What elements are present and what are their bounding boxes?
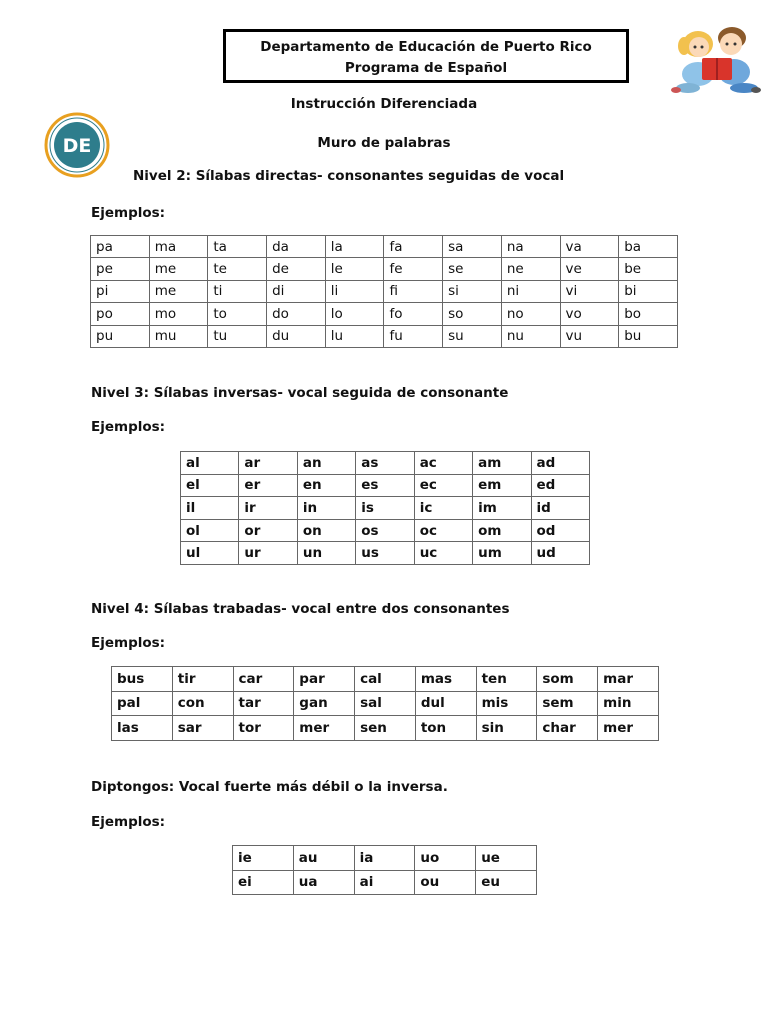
syllable-cell: ve <box>560 258 619 280</box>
syllable-cell: som <box>537 667 598 692</box>
syllable-cell: ne <box>501 258 560 280</box>
syllable-cell: sem <box>537 691 598 716</box>
diptongos-row <box>233 870 537 895</box>
syllable-cell: dul <box>415 691 476 716</box>
syllable-cell: an <box>297 452 355 475</box>
syllable-cell: id <box>531 497 589 520</box>
syllable-cell: le <box>325 258 384 280</box>
syllable-cell: se <box>443 258 502 280</box>
syllable-cell: va <box>560 236 619 258</box>
syllable-cell: ti <box>208 280 267 302</box>
syllable-cell: uo <box>415 846 476 871</box>
syllable-cell: tir <box>172 667 233 692</box>
syllable-cell: con <box>172 691 233 716</box>
syllable-cell: ur <box>239 542 297 565</box>
syllable-cell: da <box>267 236 326 258</box>
syllable-cell: li <box>325 280 384 302</box>
syllable-cell: od <box>531 519 589 542</box>
syllable-cell: pe <box>91 258 150 280</box>
syllable-cell: lo <box>325 303 384 325</box>
syllable-cell: ul <box>181 542 239 565</box>
nivel2-row <box>91 258 678 280</box>
nivel4-row <box>112 667 659 692</box>
nivel2-heading: Nivel 2: Sílabas directas- consonantes seguidas de vocal <box>133 168 565 184</box>
syllable-cell: au <box>293 846 354 871</box>
nivel2-row <box>91 303 678 325</box>
syllable-cell: ta <box>208 236 267 258</box>
nivel2-row <box>91 325 678 347</box>
syllable-cell: bu <box>619 325 678 347</box>
syllable-cell: il <box>181 497 239 520</box>
syllable-cell: to <box>208 303 267 325</box>
syllable-cell: pu <box>91 325 150 347</box>
syllable-cell: fe <box>384 258 443 280</box>
syllable-cell: du <box>267 325 326 347</box>
syllable-cell: el <box>181 474 239 497</box>
syllable-cell: ou <box>415 870 476 895</box>
syllable-cell: em <box>473 474 531 497</box>
syllable-cell: sen <box>355 716 416 741</box>
syllable-cell: di <box>267 280 326 302</box>
header-line-2: Programa de Español <box>344 60 508 76</box>
nivel2-examples-label: Ejemplos: <box>91 205 166 221</box>
syllable-cell: as <box>356 452 414 475</box>
syllable-cell: sa <box>443 236 502 258</box>
syllable-cell: al <box>181 452 239 475</box>
syllable-cell: be <box>619 258 678 280</box>
syllable-cell: fo <box>384 303 443 325</box>
syllable-cell: on <box>297 519 355 542</box>
syllable-cell: ua <box>293 870 354 895</box>
syllable-cell: de <box>267 258 326 280</box>
syllable-cell: vi <box>560 280 619 302</box>
syllable-cell: oc <box>414 519 472 542</box>
syllable-cell: is <box>356 497 414 520</box>
syllable-cell: vo <box>560 303 619 325</box>
syllable-cell: sal <box>355 691 416 716</box>
syllable-cell: me <box>149 280 208 302</box>
syllable-cell: ed <box>531 474 589 497</box>
syllable-cell: si <box>443 280 502 302</box>
syllable-cell: me <box>149 258 208 280</box>
syllable-cell: ar <box>239 452 297 475</box>
nivel3-row <box>181 474 590 497</box>
syllable-cell: ic <box>414 497 472 520</box>
nivel3-row <box>181 519 590 542</box>
syllable-cell: mis <box>476 691 537 716</box>
syllable-cell: la <box>325 236 384 258</box>
syllable-cell: en <box>297 474 355 497</box>
syllable-cell: uc <box>414 542 472 565</box>
syllable-cell: es <box>356 474 414 497</box>
syllable-cell: ia <box>354 846 415 871</box>
syllable-cell: mo <box>149 303 208 325</box>
syllable-cell: lu <box>325 325 384 347</box>
syllable-cell: ac <box>414 452 472 475</box>
nivel4-row <box>112 691 659 716</box>
syllable-cell: bo <box>619 303 678 325</box>
syllable-cell: eu <box>476 870 537 895</box>
nivel4-heading: Nivel 4: Sílabas trabadas- vocal entre dos consonantes <box>91 601 510 617</box>
syllable-cell: so <box>443 303 502 325</box>
syllable-cell: no <box>501 303 560 325</box>
syllable-cell: ue <box>476 846 537 871</box>
syllable-cell: pa <box>91 236 150 258</box>
nivel2-row <box>91 280 678 302</box>
syllable-cell: im <box>473 497 531 520</box>
syllable-cell: ten <box>476 667 537 692</box>
header-box <box>223 29 629 83</box>
syllable-cell: ir <box>239 497 297 520</box>
syllable-cell: cal <box>355 667 416 692</box>
nivel2-table <box>90 235 678 348</box>
syllable-cell: ol <box>181 519 239 542</box>
syllable-cell: un <box>297 542 355 565</box>
children-reading-illustration <box>668 22 764 96</box>
nivel3-row <box>181 542 590 565</box>
syllable-cell: sin <box>476 716 537 741</box>
syllable-cell: ei <box>233 870 294 895</box>
syllable-cell: fa <box>384 236 443 258</box>
syllable-cell: os <box>356 519 414 542</box>
syllable-cell: fi <box>384 280 443 302</box>
syllable-cell: vu <box>560 325 619 347</box>
nivel3-heading: Nivel 3: Sílabas inversas- vocal seguida de consonante <box>91 385 509 401</box>
nivel3-row <box>181 452 590 475</box>
syllable-cell: ma <box>149 236 208 258</box>
syllable-cell: ad <box>531 452 589 475</box>
syllable-cell: mar <box>598 667 659 692</box>
page-title: Muro de palabras <box>317 135 451 151</box>
subtitle: Instrucción Diferenciada <box>290 96 478 112</box>
syllable-cell: in <box>297 497 355 520</box>
nivel3-examples-label: Ejemplos: <box>91 419 166 435</box>
header-line-1: Departamento de Educación de Puerto Rico <box>260 39 592 55</box>
syllable-cell: or <box>239 519 297 542</box>
nivel4-examples-label: Ejemplos: <box>91 635 166 651</box>
syllable-cell: am <box>473 452 531 475</box>
syllable-cell: mu <box>149 325 208 347</box>
syllable-cell: tor <box>233 716 294 741</box>
nivel4-row <box>112 716 659 741</box>
syllable-cell: car <box>233 667 294 692</box>
syllable-cell: ud <box>531 542 589 565</box>
syllable-cell: pi <box>91 280 150 302</box>
syllable-cell: tar <box>233 691 294 716</box>
syllable-cell: us <box>356 542 414 565</box>
syllable-cell: sar <box>172 716 233 741</box>
syllable-cell: bus <box>112 667 173 692</box>
syllable-cell: fu <box>384 325 443 347</box>
syllable-cell: par <box>294 667 355 692</box>
syllable-cell: su <box>443 325 502 347</box>
nivel3-row <box>181 497 590 520</box>
svg-text:DE: DE <box>62 135 92 157</box>
syllable-cell: po <box>91 303 150 325</box>
syllable-cell: mer <box>294 716 355 741</box>
nivel3-table <box>180 451 590 565</box>
syllable-cell: char <box>537 716 598 741</box>
syllable-cell: mer <box>598 716 659 741</box>
syllable-cell: er <box>239 474 297 497</box>
diptongos-heading: Diptongos: Vocal fuerte más débil o la inversa. <box>91 779 448 795</box>
syllable-cell: ton <box>415 716 476 741</box>
syllable-cell: do <box>267 303 326 325</box>
syllable-cell: um <box>473 542 531 565</box>
nivel4-table <box>111 666 659 741</box>
syllable-cell: ec <box>414 474 472 497</box>
syllable-cell: om <box>473 519 531 542</box>
syllable-cell: ie <box>233 846 294 871</box>
syllable-cell: te <box>208 258 267 280</box>
syllable-cell: las <box>112 716 173 741</box>
syllable-cell: bi <box>619 280 678 302</box>
diptongos-row <box>233 846 537 871</box>
syllable-cell: nu <box>501 325 560 347</box>
syllable-cell: ai <box>354 870 415 895</box>
syllable-cell: tu <box>208 325 267 347</box>
syllable-cell: gan <box>294 691 355 716</box>
syllable-cell: mas <box>415 667 476 692</box>
syllable-cell: pal <box>112 691 173 716</box>
nivel2-row <box>91 236 678 258</box>
syllable-cell: ni <box>501 280 560 302</box>
syllable-cell: na <box>501 236 560 258</box>
syllable-cell: min <box>598 691 659 716</box>
syllable-cell: ba <box>619 236 678 258</box>
diptongos-table <box>232 845 537 895</box>
diptongos-examples-label: Ejemplos: <box>91 814 166 830</box>
